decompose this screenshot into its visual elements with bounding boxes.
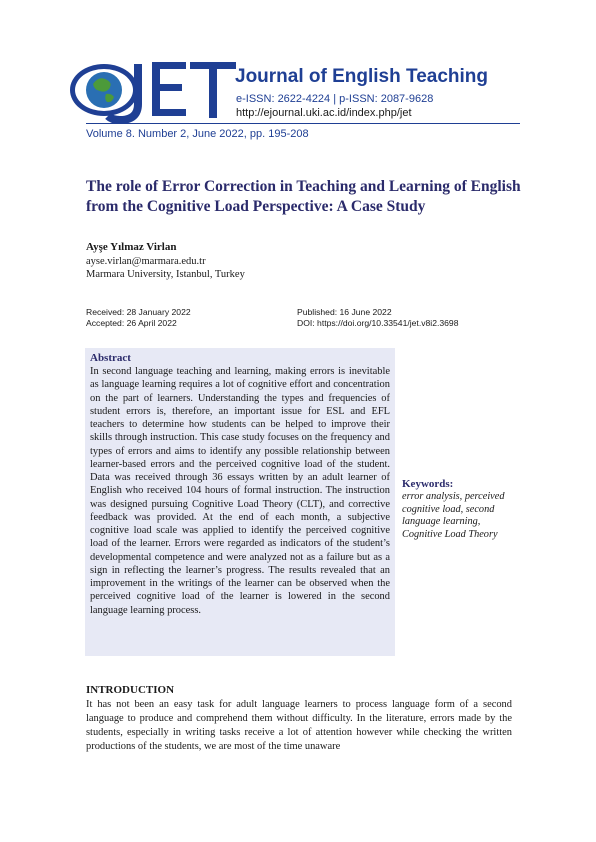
author-email[interactable]: ayse.virlan@marmara.edu.tr <box>86 256 206 267</box>
volume-info: Volume 8. Number 2, June 2022, pp. 195-208 <box>86 128 309 140</box>
abstract-text: In second language teaching and learning, making errors is inevitable as language learning requires a lot of cognitive effort and concentration on the part of learners. Understanding the types and frequencies of student errors is, therefore, an important issue for ESL and EFL teachers to determine how students can be helped to improve their skills through instruction. This case study focuses on the frequency and types of errors and aims to identify any possible relationship between learner-based errors and the perceived cognitive load of the student. Data was received through 36 essays written by an adult learner of English who received 104 hours of formal instruction. The instruction was designed pursuing Cognitive Load Theory (CLT), and corrective feedback was provided. At the end of each month, a subjective cognitive load scale was applied to identify the perceived cognitive load of the learner. Errors were regarded as indicators of the student’s developmental competence and were analyzed not as a failure but as a sign in reflecting the learner’s progress. The results revealed that an improvement in the writings of the learner can be observed when the perceived cognitive load of the learner is lowered in the second language learning process. <box>90 366 390 616</box>
introduction-heading: INTRODUCTION <box>86 684 175 696</box>
journal-url[interactable]: http://ejournal.uki.ac.id/index.php/jet <box>236 107 412 119</box>
paper-title: The role of Error Correction in Teaching and Learning of English from the Cognitive Load Perspective: A Case Study <box>86 178 521 215</box>
author-affiliation: Marmara University, Istanbul, Turkey <box>86 269 245 280</box>
issn-line: e-ISSN: 2622-4224 | p-ISSN: 2087-9628 <box>236 93 434 105</box>
keywords-heading: Keywords: <box>402 478 454 490</box>
abstract-heading: Abstract <box>90 352 131 364</box>
doi-link[interactable]: DOI: https://doi.org/10.33541/jet.v8i2.3698 <box>297 318 459 328</box>
jet-logo <box>66 56 238 124</box>
journal-title: Journal of English Teaching <box>235 66 489 87</box>
header-divider <box>86 123 520 124</box>
keywords-text: error analysis, perceived cognitive load, second language learning, Cognitive Load Theory <box>402 491 505 540</box>
received-date: Received: 28 January 2022 <box>86 307 191 317</box>
accepted-date: Accepted: 26 April 2022 <box>86 318 177 328</box>
introduction-text: It has not been an easy task for adult language learners to process language form of a second language to produce and comprehend them without difficulty. In the literature, errors made by the students, especially in writing tasks receive a lot of attention however while checking the written productions of the students, we are most of the time unaware <box>86 699 512 752</box>
author-name: Ayşe Yılmaz Virlan <box>86 241 177 253</box>
published-date: Published: 16 June 2022 <box>297 307 392 317</box>
